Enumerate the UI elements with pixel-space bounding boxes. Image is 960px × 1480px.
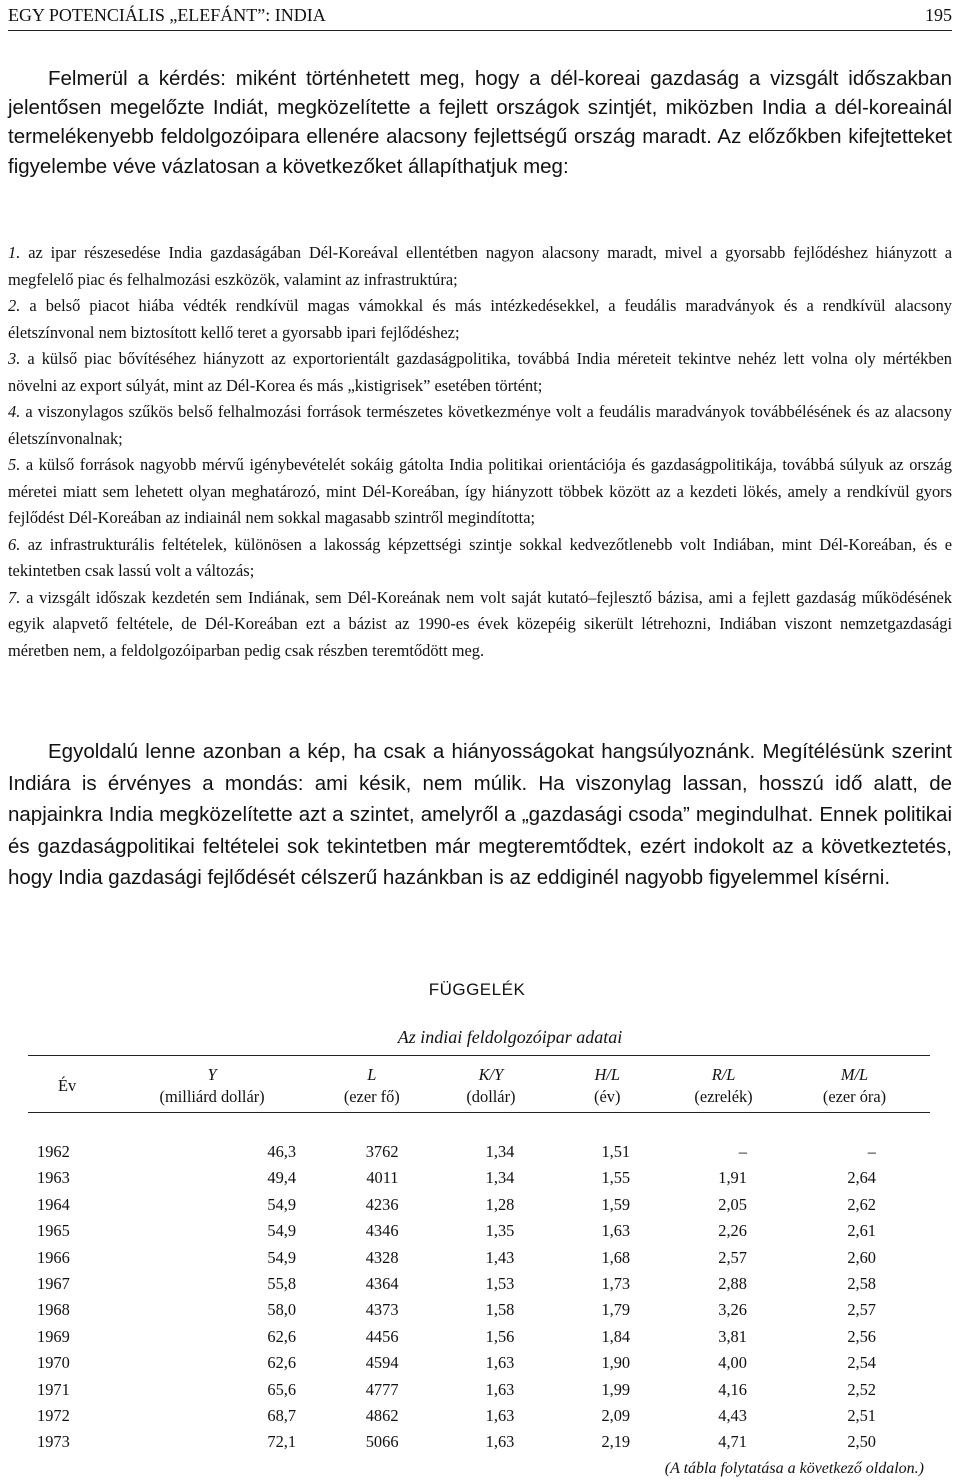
column-header-year: Év xyxy=(28,1056,116,1113)
table-cell: 3762 xyxy=(365,1142,399,1161)
list-item xyxy=(8,585,952,665)
table-cell: 2,58 xyxy=(847,1274,876,1294)
table-continuation-note: (A tábla folytatása a következő oldalon.) xyxy=(664,1460,924,1477)
table-cell: 54,9 xyxy=(267,1221,297,1241)
table-cell: 3,26 xyxy=(718,1300,747,1320)
running-header xyxy=(8,0,952,31)
table-cell: 1,34 xyxy=(485,1142,515,1161)
table-cell: 1962 xyxy=(37,1142,70,1161)
table-cell: 1,91 xyxy=(718,1168,747,1188)
table-cell: 4328 xyxy=(365,1247,399,1267)
table-cell: 46,3 xyxy=(267,1142,297,1161)
table-cell: 2,05 xyxy=(718,1194,747,1214)
table-cell: 4346 xyxy=(365,1221,399,1241)
table-cell: 1971 xyxy=(37,1379,70,1399)
table-cell: 1,56 xyxy=(485,1326,515,1346)
table-cell: 62,6 xyxy=(267,1353,297,1373)
table-cell: 5066 xyxy=(365,1432,399,1452)
table-cell: 2,26 xyxy=(718,1221,747,1241)
closing-paragraph: Egyoldalú lenne azonban a kép, ha csak a hiányosságokat hangsúlyoznánk. Megítélésünk szerint Indiára is érvényes a mondás: ami késik, nem múlik. Ha viszonylag lassan, hosszú idő alatt, de napjainkra India megközelítette azt a szintet, amelyről a „gazdasági csoda” megindulhat. Ennek politikai és gazdaságpolitikai feltételei sok tekintetben már megteremtődtek, ezért indokolt az a következtetés, hogy India gazdasági fejlődését célszerű hazánkban is az eddiginél nagyobb figyelemmel kísérni. xyxy=(8,740,952,890)
table-cell: 1964 xyxy=(37,1194,70,1214)
table-cell: 4862 xyxy=(365,1406,399,1426)
table-cell: 1965 xyxy=(37,1221,70,1241)
table-header-row xyxy=(28,1056,930,1113)
table-cell: 2,51 xyxy=(847,1406,876,1426)
table-cell: 1,63 xyxy=(485,1353,515,1373)
list-item xyxy=(8,240,952,293)
list-item-text: a külső piac bővítéséhez hiányzott az exportorientált gazdaságpolitika, továbbá India méreteit tekintve nehéz lett volna oly mértékben növelni az export súlyát, mint az Dél-Korea és más „kistigrisek” esetében történt; xyxy=(8,349,952,395)
list-item-number: 5. xyxy=(8,455,21,474)
list-item xyxy=(8,346,952,399)
table-row xyxy=(28,1324,930,1350)
table-cell: 2,57 xyxy=(847,1300,876,1320)
table-cell: 62,6 xyxy=(267,1326,297,1346)
table-cell: 4,43 xyxy=(718,1406,747,1426)
table-cell: 72,1 xyxy=(267,1432,297,1452)
table-cell: 1,28 xyxy=(485,1194,515,1214)
table-cell: 1,99 xyxy=(601,1379,631,1399)
table-cell: 1,51 xyxy=(601,1142,631,1161)
table-cell: 1968 xyxy=(37,1300,70,1320)
table-cell: – xyxy=(867,1142,876,1161)
list-item-number: 3. xyxy=(8,349,21,368)
table-row xyxy=(28,1218,930,1244)
table-row xyxy=(28,1245,930,1271)
list-item xyxy=(8,532,952,585)
table-cell: 68,7 xyxy=(267,1406,297,1426)
table-cell: 1,58 xyxy=(485,1300,515,1320)
table-cell: 4,00 xyxy=(718,1353,747,1373)
list-item-text: az infrastrukturális feltételek, különösen a lakosság képzettségi szintje sokkal kedvezőtlenebb volt Indiában, mint Dél-Koreában, és e tekintetben csak lassú volt a változás; xyxy=(8,534,953,580)
table-cell: 1969 xyxy=(37,1326,70,1346)
table-row xyxy=(28,1403,930,1429)
appendix-heading: FÜGGELÉK xyxy=(428,980,526,999)
table-cell: 4,71 xyxy=(718,1432,747,1452)
table-cell: 2,50 xyxy=(847,1432,876,1452)
table-cell: 65,6 xyxy=(267,1379,297,1399)
table-cell: 2,64 xyxy=(847,1168,876,1188)
table-row xyxy=(28,1271,930,1297)
table-cell: 2,88 xyxy=(718,1274,747,1294)
column-header-m-l: M/L (ezer óra) xyxy=(779,1056,930,1113)
table-cell: 1,43 xyxy=(485,1247,515,1267)
table-cell: 2,56 xyxy=(847,1326,876,1346)
list-item-number: 4. xyxy=(8,402,21,421)
list-item-text: a belső piacot hiába védték rendkívül magas vámokkal és más intézkedésekkel, a feudális maradványok és a rendkívül alacsony életszínvonal nem biztosított kellő teret a gyorsabb ipari fejlődéshez; xyxy=(8,296,952,342)
table-row xyxy=(28,1350,930,1376)
table-cell: 1,55 xyxy=(601,1168,631,1188)
column-header-r-l: R/L (ezrelék) xyxy=(668,1056,779,1113)
list-item-text: a viszonylagos szűkös belső felhalmozási források természetes következménye volt a feudális maradványok továbbélésének és az alacsony életszínvonalnak; xyxy=(8,402,952,448)
table-cell: 1,63 xyxy=(601,1221,631,1241)
table-cell: 4364 xyxy=(365,1274,399,1294)
table-cell: 1,34 xyxy=(485,1168,515,1188)
table-cell: 1,63 xyxy=(485,1379,515,1399)
table-caption: Az indiai feldolgozóipar adatai xyxy=(397,1027,623,1047)
intro-paragraph: Felmerül a kérdés: miként történhetett meg, hogy a dél-koreai gazdaság a vizsgált időszakban jelentősen megelőzte Indiát, megközelítette a fejlett országok szintjét, miközben India a dél-koreainál termelékenyebb feldolgozóipara ellenére alacsony fejlettségű ország maradt. Az előzőkben kifejtetteket figyelembe véve vázlatosan a következőket állapíthatjuk meg: xyxy=(8,67,952,178)
table-cell: 58,0 xyxy=(267,1300,297,1320)
table-row xyxy=(28,1429,930,1455)
table-cell: 2,54 xyxy=(847,1353,876,1373)
table-cell: 2,19 xyxy=(601,1432,631,1452)
table-row xyxy=(28,1192,930,1218)
list-item-number: 1. xyxy=(8,243,21,262)
list-item xyxy=(8,293,952,346)
table-cell: 1,79 xyxy=(601,1300,631,1320)
data-table xyxy=(28,1055,930,1456)
table-cell: 49,4 xyxy=(267,1168,297,1188)
table-cell: 4777 xyxy=(365,1379,399,1399)
list-item-text: a külső források nagyobb mérvű igénybevételét sokáig gátolta India politikai orientációja és gazdaságpolitikája, továbbá súlyuk az ország méretei miatt sem lehetett olyan meghatározó, mint Dél-Koreában, így hiányzott többek között az a kezdeti lökés, amely a rendkívül gyors fejlődést Dél-Koreában az indiainál nem sokkal magasabb szintről megindította; xyxy=(8,455,952,527)
table-cell: 1973 xyxy=(37,1432,70,1452)
table-cell: 1,35 xyxy=(485,1221,515,1241)
table-cell: 2,60 xyxy=(847,1247,876,1267)
list-item-text: a vizsgált időszak kezdetén sem Indiának, sem Dél-Koreának nem volt saját kutató–fejlesztő bázisa, ami a fejlett gazdaság működésének egyik alapvető feltétele, de Dél-Koreában ezt a bázist az 1990-es évek közepéig sikerült létrehozni, Indiában viszont nemzetgazdasági méretben nem, a feldolgozóiparban pedig csak részben teremtődött meg. xyxy=(8,587,952,660)
table-row xyxy=(28,1377,930,1403)
table-cell: 1,73 xyxy=(601,1274,631,1294)
table-body xyxy=(28,1113,930,1456)
header-title: EGY POTENCIÁLIS „ELEFÁNT”: INDIA xyxy=(8,5,326,25)
column-header-h-l: H/L (év) xyxy=(546,1056,668,1113)
table-cell: 1,63 xyxy=(485,1432,515,1452)
table-cell: 2,61 xyxy=(847,1221,876,1241)
table-cell: 2,52 xyxy=(847,1379,876,1399)
table-cell: 54,9 xyxy=(267,1194,297,1214)
table-cell: 1,59 xyxy=(601,1194,631,1214)
column-header-y: Y (milliárd dollár) xyxy=(116,1056,308,1113)
conclusion-list xyxy=(8,240,952,664)
table-cell: 1,63 xyxy=(485,1406,515,1426)
column-header-k-y: K/Y (dollár) xyxy=(436,1056,547,1113)
list-item-number: 7. xyxy=(8,587,21,607)
table-cell: 4594 xyxy=(365,1353,399,1373)
column-header-l: L (ezer fő) xyxy=(308,1056,435,1113)
table-cell: 4236 xyxy=(365,1194,399,1214)
page-number: 195 xyxy=(925,5,952,25)
table-cell: 4373 xyxy=(365,1300,399,1320)
table-cell: 1972 xyxy=(37,1406,70,1426)
table-cell: 1963 xyxy=(37,1168,70,1188)
table-row xyxy=(28,1113,930,1166)
table-cell: 4,16 xyxy=(718,1379,747,1399)
table-row xyxy=(28,1297,930,1323)
table-cell: 1,84 xyxy=(601,1326,631,1346)
table-cell: 1967 xyxy=(37,1274,70,1294)
table-cell: 55,8 xyxy=(267,1274,297,1294)
table-cell: 1970 xyxy=(37,1353,70,1373)
table-row xyxy=(28,1165,930,1191)
list-item-number: 2. xyxy=(8,296,21,315)
list-item-text: az ipar részesedése India gazdaságában Dél-Koreával ellentétben nagyon alacsony maradt, mivel a gyorsabb fejlődéshez hiányzott a megfelelő piac és felhalmozási eszközök, valamint az infrastruktúra; xyxy=(8,243,952,289)
table-cell: 1,90 xyxy=(601,1353,631,1373)
table-cell: 2,62 xyxy=(847,1194,876,1214)
table-cell: 2,57 xyxy=(718,1247,747,1267)
table-cell: 1966 xyxy=(37,1247,70,1267)
list-item-number: 6. xyxy=(8,534,21,554)
table-cell: 1,68 xyxy=(601,1247,631,1267)
table-cell: – xyxy=(738,1142,747,1161)
list-item xyxy=(8,452,952,532)
table-cell: 4456 xyxy=(365,1326,399,1346)
table-cell: 1,53 xyxy=(485,1274,515,1294)
table-cell: 3,81 xyxy=(718,1326,747,1346)
list-item xyxy=(8,399,952,452)
table-cell: 54,9 xyxy=(267,1247,297,1267)
table-cell: 4011 xyxy=(366,1168,399,1188)
table-cell: 2,09 xyxy=(601,1406,631,1426)
